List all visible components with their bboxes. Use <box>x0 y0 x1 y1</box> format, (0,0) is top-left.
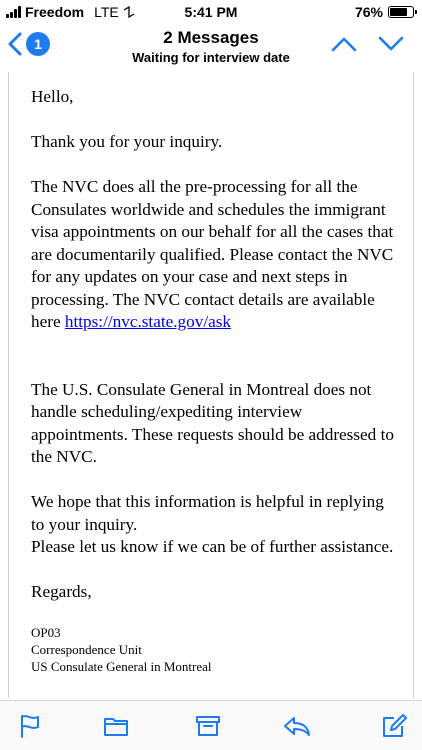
signature-line: Correspondence Unit <box>31 642 142 657</box>
closing: Regards, <box>31 582 92 601</box>
compose-icon <box>382 714 408 738</box>
flag-icon <box>19 714 41 738</box>
carrier-name: Freedom <box>25 4 85 20</box>
bottom-toolbar <box>0 700 422 750</box>
move-to-folder-button[interactable] <box>102 713 130 739</box>
hope-paragraph: We hope that this information is helpful in replying to your inquiry. <box>31 492 384 534</box>
signature <box>31 624 397 675</box>
previous-message-button[interactable] <box>331 36 357 57</box>
battery-icon <box>388 6 414 18</box>
flag-button[interactable] <box>16 713 44 739</box>
compose-button[interactable] <box>381 713 409 739</box>
signature-line: OP03 <box>31 625 61 640</box>
unread-count-badge: 1 <box>26 32 50 56</box>
battery-level <box>390 8 407 16</box>
thanks-paragraph: Thank you for your inquiry. <box>31 132 223 151</box>
thread-subject: Waiting for interview date <box>132 50 290 65</box>
reply-button[interactable] <box>283 713 311 739</box>
nvc-paragraph-text: The NVC does all the pre-processing for all the Consulates worldwide and schedules the immigrant visa appointments on our behalf for all the cases that are documentarily qualified. Please contact the NVC for any updates on your case and next steps in processing. The NVC contact details are available here <box>31 177 394 331</box>
consulate-paragraph: The U.S. Consulate General in Montreal does not handle scheduling/expediting interview appointments. These requests should be addressed to the NVC. <box>31 379 394 466</box>
chevron-up-icon <box>331 36 357 52</box>
thread-title: 2 Messages <box>163 28 259 47</box>
battery-percent: 76% <box>354 4 383 20</box>
reply-icon <box>283 715 311 737</box>
signature-line: US Consulate General in Montreal <box>31 659 212 674</box>
archive-button[interactable] <box>194 713 222 739</box>
email-content-frame <box>8 72 414 698</box>
email-body <box>31 86 397 675</box>
chevron-down-icon <box>378 36 404 52</box>
archive-icon <box>195 715 221 737</box>
folder-icon <box>103 715 129 737</box>
status-bar <box>0 0 422 24</box>
network-type: LTE <box>94 4 119 20</box>
nvc-paragraph <box>31 176 397 334</box>
nav-bar <box>0 24 422 70</box>
greeting: Hello, <box>31 87 74 106</box>
nvc-link[interactable]: https://nvc.state.gov/ask <box>64 312 232 331</box>
next-message-button[interactable] <box>378 36 404 57</box>
assistance-paragraph: Please let us know if we can be of further assistance. <box>31 537 394 556</box>
status-right <box>355 4 414 20</box>
status-time: 5:41 PM <box>184 4 238 20</box>
